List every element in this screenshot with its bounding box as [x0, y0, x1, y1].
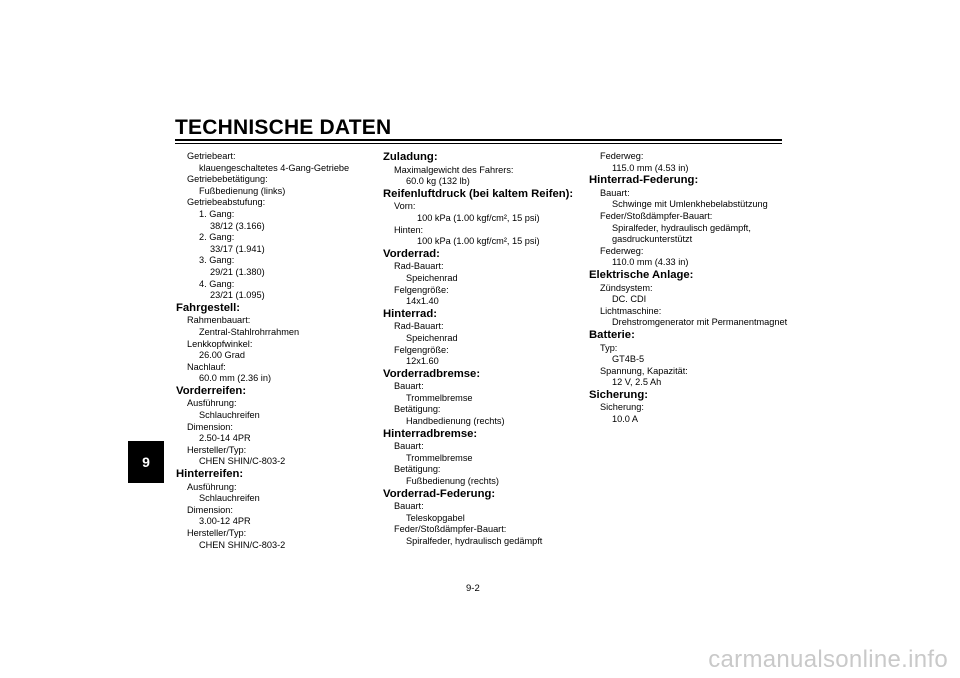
column-1	[176, 151, 376, 551]
spec-value: Spiralfeder, hydraulisch gedämpft,	[612, 222, 751, 233]
spec-value: 14x1.40	[406, 296, 439, 307]
section-heading-fahrgestell: Fahrgestell:	[176, 301, 241, 314]
spec-label: Getriebeabstufung:	[187, 197, 266, 208]
spec-label: Ausführung:	[187, 481, 237, 492]
spec-label: Vorn:	[394, 201, 416, 212]
section-heading-vorderreifen: Vorderreifen:	[176, 384, 247, 397]
column-2	[383, 151, 588, 548]
section-heading-zuladung: Zuladung:	[383, 151, 438, 163]
spec-label: Ausführung:	[187, 398, 237, 409]
spec-value: 110.0 mm (4.33 in)	[612, 257, 689, 268]
spec-value: Teleskopgabel	[406, 512, 465, 523]
spec-value: 38/12 (3.166)	[210, 220, 265, 231]
spec-value: gasdruckunterstützt	[612, 234, 693, 245]
spec-value: 60.0 mm (2.36 in)	[199, 373, 271, 384]
spec-label: Lenkkopfwinkel:	[187, 338, 253, 349]
watermark: carmanualsonline.info	[708, 646, 948, 673]
spec-label: Bauart:	[394, 381, 424, 392]
section-heading-hinterradbremse: Hinterradbremse:	[383, 427, 478, 440]
spec-label: Rad-Bauart:	[394, 321, 444, 332]
section-heading-hinterrad-federung: Hinterrad-Federung:	[589, 174, 699, 187]
section-heading-batterie: Batterie:	[589, 328, 635, 341]
spec-sublabel: 2. Gang:	[199, 232, 235, 243]
spec-label: Federweg:	[600, 151, 644, 161]
spec-value: Schlauchreifen	[199, 410, 260, 421]
spec-value: Drehstromgenerator mit Permanentmagnet	[612, 317, 788, 328]
spec-label: Hersteller/Typ:	[187, 528, 247, 538]
spec-label: Betätigung:	[394, 404, 441, 415]
spec-label: Zündsystem:	[600, 282, 653, 293]
spec-value: klauengeschaltetes 4-Gang-Getriebe	[199, 162, 350, 173]
spec-sublabel: 3. Gang:	[199, 255, 235, 266]
spec-label: Lichtmaschine:	[600, 305, 662, 316]
spec-label: Felgengröße:	[394, 344, 449, 355]
spec-label: Feder/Stoßdämpfer-Bauart:	[394, 524, 507, 535]
spec-value: 29/21 (1.380)	[210, 266, 265, 277]
spec-label: Hersteller/Typ:	[187, 444, 247, 455]
spec-label: Bauart:	[394, 441, 424, 452]
section-heading-elektrische-anlage: Elektrische Anlage:	[589, 268, 694, 281]
spec-label: Rad-Bauart:	[394, 261, 444, 272]
spec-value: CHEN SHIN/C-803-2	[199, 456, 286, 467]
spec-value: 26.00 Grad	[199, 350, 245, 361]
spec-value: Trommelbremse	[406, 452, 473, 463]
spec-value: GT4B-5	[612, 354, 645, 365]
header-rule-thin	[175, 143, 782, 144]
spec-label: Dimension:	[187, 504, 233, 515]
spec-value: Schwinge mit Umlenkhebelabstützung	[612, 199, 768, 210]
spec-label: Federweg:	[600, 245, 644, 256]
spec-label: Betätigung:	[394, 464, 441, 475]
header-rule-thick	[175, 139, 782, 141]
spec-label: Typ:	[600, 342, 618, 353]
section-heading-hinterreifen: Hinterreifen:	[176, 468, 244, 481]
spec-label: Spannung, Kapazität:	[600, 365, 688, 376]
spec-label: Felgengröße:	[394, 284, 449, 295]
spec-label: Hinten:	[394, 224, 424, 235]
spec-sublabel: 4. Gang:	[199, 278, 235, 289]
spec-value: Spiralfeder, hydraulisch gedämpft	[406, 536, 543, 546]
column-3	[589, 151, 789, 426]
spec-label: Maximalgewicht des Fahrers:	[394, 164, 514, 175]
spec-value: 2.50-14 4PR	[199, 433, 251, 444]
section-heading-hinterrad: Hinterrad:	[383, 307, 437, 320]
spec-label: Rahmenbauart:	[187, 315, 251, 326]
section-heading-vorderrad: Vorderrad:	[383, 247, 440, 260]
spec-value: Fußbedienung (links)	[199, 185, 286, 196]
section-heading-vorderradbremse: Vorderradbremse:	[383, 367, 481, 380]
spec-value: Speichenrad	[406, 332, 458, 343]
spec-label: Bauart:	[394, 501, 424, 512]
spec-label: Dimension:	[187, 421, 233, 432]
spec-value: 12x1.60	[406, 356, 439, 367]
spec-value: 10.0 A	[612, 414, 639, 425]
page-number: 9-2	[466, 583, 480, 594]
spec-label: Feder/Stoßdämpfer-Bauart:	[600, 210, 713, 221]
spec-value: 3.00-12 4PR	[199, 516, 251, 527]
section-heading-vorderrad-federung: Vorderrad-Federung:	[383, 487, 496, 500]
spec-value: 12 V, 2.5 Ah	[612, 377, 662, 388]
spec-value: 100 kPa (1.00 kgf/cm², 15 psi)	[417, 212, 540, 223]
spec-value: Speichenrad	[406, 272, 458, 283]
section-heading-reifenluftdruck: Reifenluftdruck (bei kaltem Reifen):	[383, 187, 574, 200]
spec-label: Sicherung:	[600, 402, 644, 413]
spec-label: Nachlauf:	[187, 361, 226, 372]
spec-value: Zentral-Stahlrohrrahmen	[199, 326, 300, 337]
spec-value: 23/21 (1.095)	[210, 290, 265, 301]
spec-value: Trommelbremse	[406, 392, 473, 403]
spec-value: 115.0 mm (4.53 in)	[612, 162, 689, 173]
spec-value: Schlauchreifen	[199, 493, 260, 504]
page-title: TECHNISCHE DATEN	[175, 116, 392, 139]
spec-label: Getriebeart:	[187, 151, 236, 161]
spec-value: 33/17 (1.941)	[210, 243, 265, 254]
spec-value: Handbedienung (rechts)	[406, 416, 505, 427]
spec-value: Fußbedienung (rechts)	[406, 476, 499, 487]
spec-value: 100 kPa (1.00 kgf/cm², 15 psi)	[417, 236, 540, 247]
spec-value: CHEN SHIN/C-803-2	[199, 539, 286, 550]
spec-label: Getriebebetätigung:	[187, 174, 268, 185]
spec-value: 60.0 kg (132 lb)	[406, 176, 470, 187]
spec-label: Bauart:	[600, 187, 630, 198]
section-heading-sicherung: Sicherung:	[589, 388, 648, 401]
spec-value: DC. CDI	[612, 294, 647, 305]
chapter-tab: 9	[128, 441, 164, 483]
spec-sublabel: 1. Gang:	[199, 208, 235, 219]
